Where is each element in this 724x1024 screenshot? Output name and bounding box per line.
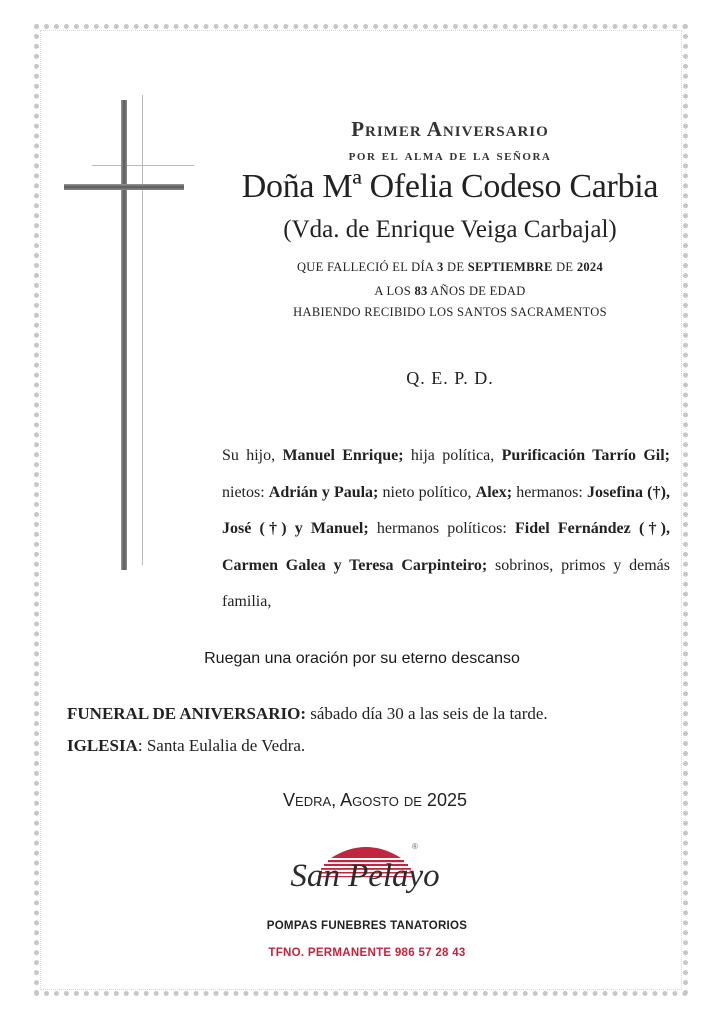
deceased-name: Doña Mª Ofelia Codeso Carbia [241,168,659,205]
registered-mark: ® [412,842,418,851]
funeral-home-phone: TFNO. PERMANENTE 986 57 28 43 [268,947,466,959]
death-date-line: QUE FALLECIÓ EL DÍA 3 DE SEPTIEMBRE DE 2024 [296,260,604,274]
family-paragraph: Su hijo, Manuel Enrique; hija política, Purificación Tarrío Gil; nietos: Adrián y Paula; nieto político, Alex; hermanos: Josefina (†), José (†) y Manuel; hermanos políticos: Fidel Fernández (†), Carmen Galea y Teresa Carpinteiro; sobrinos, primos y demás familia, [222,447,671,610]
church-line: IGLESIA: Santa Eulalia de Vedra. [67,736,306,755]
place-date: Vedra, Agosto de 2025 [283,790,467,810]
prayer-request: Ruegan una oración por su eterno descanso [204,650,520,667]
notice-subtitle: por el alma de la señora [348,148,552,164]
age-line: A LOS 83 AÑOS DE EDAD [374,284,526,298]
funeral-line: FUNERAL DE ANIVERSARIO: sábado día 30 a las seis de la tarde. [67,704,548,723]
sacraments-line: HABIENDO RECIBIDO LOS SANTOS SACRAMENTOS [293,305,607,319]
widow-of: (Vda. de Enrique Veiga Carbajal) [283,216,617,243]
funeral-home-tagline: POMPAS FUNEBRES TANATORIOS [266,920,468,932]
qepd: Q. E. P. D. [406,368,494,388]
notice-title: Primer Aniversario [351,117,549,141]
logo-wordmark: San Pelayo [290,858,440,894]
